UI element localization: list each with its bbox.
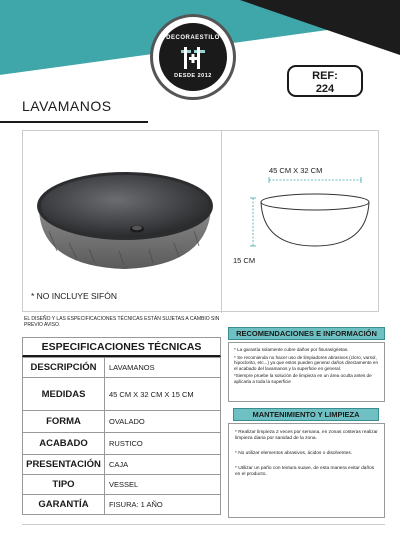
maintenance-item: * No utilizar elementos abrasivos, ácidos o disolventes. [235, 451, 353, 456]
logo-mark-icon [179, 47, 207, 69]
logo-bottom-text: DESDE 2012 [174, 73, 212, 79]
recommendation-item: * Se recomienda no hacer uso de limpiadores abrasivos (cloro, varsol, hipoclorito, etc...) ya que estos pueden generar daños directamente en el acabado del lavamanos y la superficie en general. [234, 354, 379, 371]
specs-row [23, 411, 221, 433]
spec-key: FORMA [23, 411, 105, 433]
spec-value: CAJA [105, 455, 221, 475]
spec-value: 45 CM X 32 CM X 15 CM [105, 378, 221, 411]
ref-label: REF: [312, 70, 338, 82]
logo-seal [159, 23, 227, 91]
bottom-divider [22, 524, 385, 525]
specs-row [23, 378, 221, 411]
spec-value: OVALADO [105, 411, 221, 433]
frame-divider [221, 131, 222, 313]
logo-top-text: DECORAESTILO [166, 35, 220, 41]
maintenance-header: MANTENIMIENTO Y LIMPIEZA [233, 408, 379, 421]
specs-row [23, 475, 221, 495]
dimension-width-label: 45 CM X 32 CM [269, 166, 323, 175]
recommendations-box [228, 342, 385, 402]
spec-value: RUSTICO [105, 433, 221, 455]
dimension-height-label: 15 CM [233, 256, 256, 265]
spec-key: TIPO [23, 475, 105, 495]
maintenance-item: * Realizar limpieza 2 veces por semana, en zonas costeras realizar limpieza diaria por sanidad de la zona. [235, 430, 378, 441]
ref-number: 224 [315, 83, 335, 95]
product-frame [22, 130, 379, 312]
specs-row [23, 495, 221, 515]
title-underline [0, 121, 148, 123]
recommendations-header: RECOMENDACIONES E INFORMACIÓN [228, 327, 385, 340]
no-sifon-note: * NO INCLUYE SIFÓN [31, 291, 117, 301]
disclaimer-note: EL DISEÑO Y LAS ESPECIFICACIONES TÉCNICAS ESTÁN SUJETAS A CAMBIO SIN PREVIO AVISO. [24, 316, 220, 328]
maintenance-box [228, 423, 385, 518]
brand-logo [150, 14, 236, 100]
page-title: LAVAMANOS [22, 98, 112, 114]
basin-photo [29, 151, 219, 281]
specs-table [22, 357, 221, 515]
spec-value: VESSEL [105, 475, 221, 495]
spec-key: DESCRIPCIÓN [23, 358, 105, 378]
spec-key: ACABADO [23, 433, 105, 455]
specs-row [23, 455, 221, 475]
spec-key: MEDIDAS [23, 378, 105, 411]
spec-key: PRESENTACIÓN [23, 455, 105, 475]
recommendation-item: *Siempre pruebe la solución de limpieza en un área oculta antes de aplicarla a toda la superficie [234, 373, 372, 384]
spec-value: LAVAMANOS [105, 358, 221, 378]
maintenance-item: * Utilizar un paño con textura suave, de esta manera evitar daños en el producto. [235, 466, 375, 477]
spec-value: FISURA: 1 AÑO [105, 495, 221, 515]
ref-badge [287, 65, 363, 97]
specs-row [23, 358, 221, 378]
specs-row [23, 433, 221, 455]
recommendation-item: * La garantía solamente cubre daños por fisuras/grietas. [234, 347, 349, 352]
spec-key: GARANTÍA [23, 495, 105, 515]
basin-dimension-drawing [235, 176, 375, 256]
specs-title: ESPECIFICACIONES TÉCNICAS [22, 337, 221, 357]
